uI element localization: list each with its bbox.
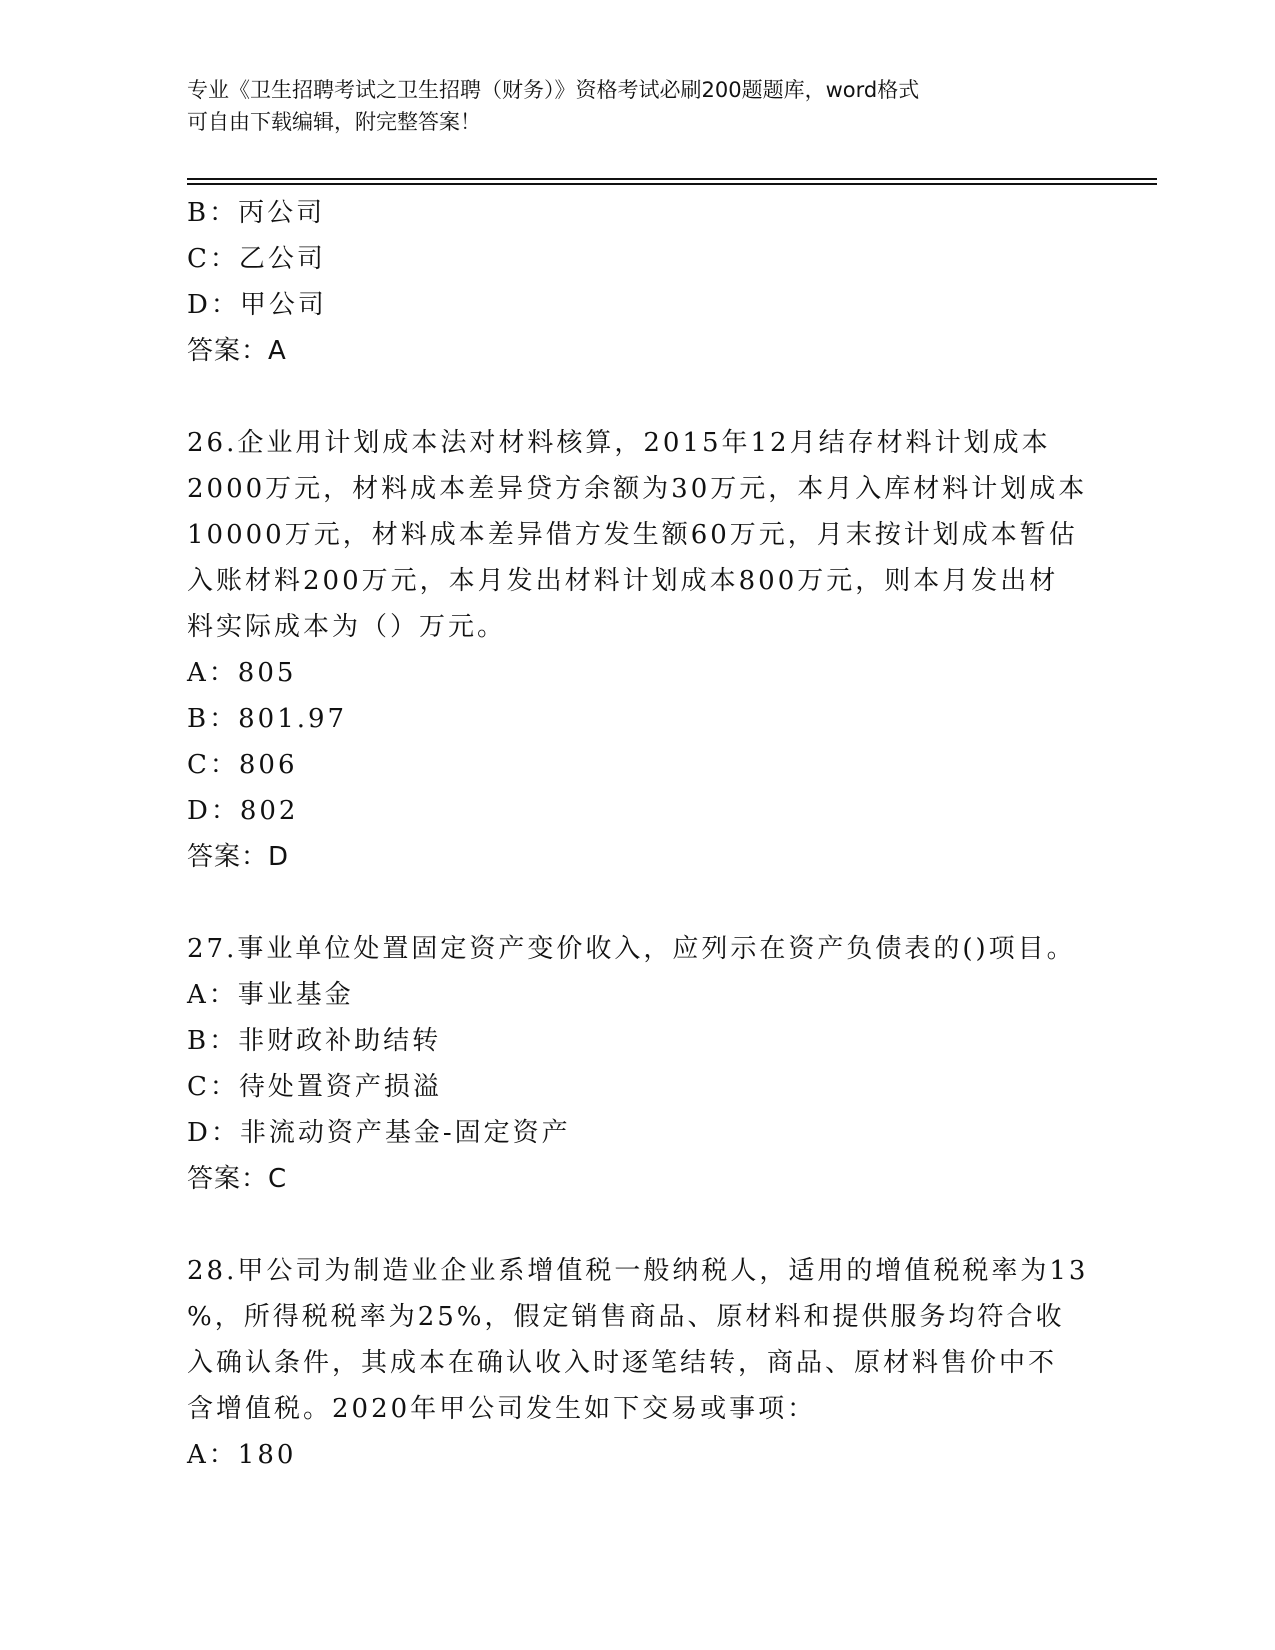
option-c: C：待处置资产损溢 xyxy=(187,1072,442,1102)
answer-line: 答案：C xyxy=(187,1164,288,1194)
question-text-line: 2000万元，材料成本差异贷方余额为30万元，本月入库材料计划成本 xyxy=(187,474,1088,504)
document-header xyxy=(187,74,1067,138)
option-d: D：非流动资产基金-固定资产 xyxy=(187,1118,571,1148)
option-b: B：801.97 xyxy=(187,704,348,734)
question-text-line: 26.企业用计划成本法对材料核算，2015年12月结存材料计划成本 xyxy=(187,428,1051,458)
question-27 xyxy=(187,926,1087,1202)
question-text-line: 10000万元，材料成本差异借方发生额60万元，月末按计划成本暂估 xyxy=(187,520,1078,550)
question-text-line: 28.甲公司为制造业企业系增值税一般纳税人，适用的增值税税率为13 xyxy=(187,1256,1089,1286)
question-26 xyxy=(187,420,1087,880)
spacer xyxy=(187,880,1087,926)
question-text-line: 料实际成本为（）万元。 xyxy=(187,612,507,642)
header-line-2: 可自由下载编辑，附完整答案！ xyxy=(187,110,481,134)
answer-line: 答案：D xyxy=(187,842,290,872)
option-a: A：805 xyxy=(187,658,297,688)
header-divider-bottom xyxy=(187,183,1157,185)
question-text-line: 入确认条件，其成本在确认收入时逐笔结转，商品、原材料售价中不 xyxy=(187,1348,1058,1378)
question-text-line: 27.事业单位处置固定资产变价收入，应列示在资产负债表的()项目。 xyxy=(187,934,1076,964)
question-28 xyxy=(187,1248,1087,1478)
question-text-line: 含增值税。2020年甲公司发生如下交易或事项： xyxy=(187,1394,817,1424)
spacer xyxy=(187,1202,1087,1248)
question-text-line: %，所得税税率为25%，假定销售商品、原材料和提供服务均符合收 xyxy=(187,1302,1065,1332)
option-d: D：甲公司 xyxy=(187,290,327,320)
page-content xyxy=(187,190,1087,1478)
question-text-line: 入账材料200万元，本月发出材料计划成本800万元，则本月发出材 xyxy=(187,566,1059,596)
question-25-tail xyxy=(187,190,1087,374)
answer-line: 答案：A xyxy=(187,336,287,366)
spacer xyxy=(187,374,1087,420)
option-d: D：802 xyxy=(187,796,299,826)
option-b: B：丙公司 xyxy=(187,198,326,228)
option-a: A：180 xyxy=(187,1440,297,1470)
option-c: C：806 xyxy=(187,750,298,780)
header-line-1: 专业《卫生招聘考试之卫生招聘（财务）》资格考试必刷200题题库，word格式 xyxy=(187,78,920,102)
option-c: C：乙公司 xyxy=(187,244,326,274)
option-b: B：非财政补助结转 xyxy=(187,1026,442,1056)
option-a: A：事业基金 xyxy=(187,980,354,1010)
header-divider-top xyxy=(187,178,1157,180)
